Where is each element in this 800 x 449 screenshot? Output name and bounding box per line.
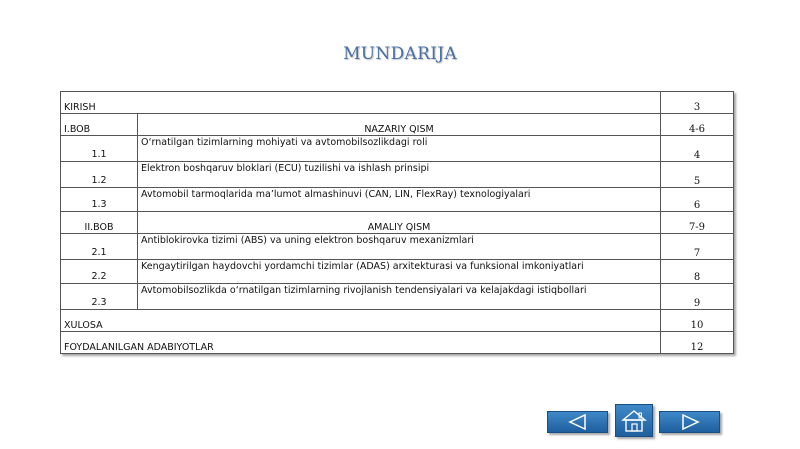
toc-row-adabiyotlar (61, 332, 734, 354)
toc-page-number: 3 (661, 92, 734, 114)
toc-item-title[interactable]: Avtomobilsozlikda o‘rnatilgan tizimlarning rivojlanish tendensiyalari va kelajakdagi istiqbollari (138, 284, 661, 310)
toc-page-number: 8 (661, 260, 734, 284)
prev-button[interactable] (547, 411, 608, 433)
toc-item-number: 1.1 (61, 136, 138, 162)
home-icon (621, 409, 647, 433)
toc-chapter-heading[interactable]: AMALIY QISM (138, 212, 661, 234)
toc-chapter-heading[interactable]: NAZARIY QISM (138, 114, 661, 136)
triangle-right-icon (679, 414, 701, 430)
toc-page-number: 9 (661, 284, 734, 310)
toc-row-bob-1 (61, 114, 734, 136)
toc-row-1-1 (61, 136, 734, 162)
toc-item-number: 2.2 (61, 260, 138, 284)
table-of-contents (60, 91, 734, 354)
toc-item-number: 2.3 (61, 284, 138, 310)
toc-page-number: 4-6 (661, 114, 734, 136)
toc-chapter-label[interactable]: I.BOB (61, 114, 138, 136)
toc-chapter-label[interactable]: II.BOB (61, 212, 138, 234)
toc-row-bob-2 (61, 212, 734, 234)
toc-item-title[interactable]: O‘rnatilgan tizimlarning mohiyati va avtomobilsozlikdagi roli (138, 136, 661, 162)
toc-item-number: 1.2 (61, 162, 138, 188)
toc-section-label[interactable]: XULOSA (61, 310, 661, 332)
page-title: MUNDARIJA (343, 44, 457, 64)
toc-row-xulosa (61, 310, 734, 332)
toc-row-2-3 (61, 284, 734, 310)
toc-item-title[interactable]: Kengaytirilgan haydovchi yordamchi tizimlar (ADAS) arxitekturasi va funksional imkoniyatlari (138, 260, 661, 284)
next-button[interactable] (659, 411, 720, 433)
home-button[interactable] (615, 404, 653, 437)
toc-page-number: 4 (661, 136, 734, 162)
toc-item-title[interactable]: Elektron boshqaruv bloklari (ECU) tuzilishi va ishlash prinsipi (138, 162, 661, 188)
toc-page-number: 10 (661, 310, 734, 332)
toc-item-number: 1.3 (61, 188, 138, 212)
toc-row-1-3 (61, 188, 734, 212)
toc-row-kirish (61, 92, 734, 114)
toc-row-2-2 (61, 260, 734, 284)
toc-page-number: 6 (661, 188, 734, 212)
toc-item-number: 2.1 (61, 234, 138, 260)
triangle-left-icon (567, 414, 589, 430)
toc-row-2-1 (61, 234, 734, 260)
toc-section-label[interactable]: KIRISH (61, 92, 661, 114)
toc-row-1-2 (61, 162, 734, 188)
toc-item-title[interactable]: Antiblokirovka tizimi (ABS) va uning elektron boshqaruv mexanizmlari (138, 234, 661, 260)
toc-page-number: 7 (661, 234, 734, 260)
toc-section-label[interactable]: FOYDALANILGAN ADABIYOTLAR (61, 332, 661, 354)
toc-page-number: 7-9 (661, 212, 734, 234)
toc-page-number: 5 (661, 162, 734, 188)
toc-item-title[interactable]: Avtomobil tarmoqlarida ma’lumot almashinuvi (CAN, LIN, FlexRay) texnologiyalari (138, 188, 661, 212)
toc-page-number: 12 (661, 332, 734, 354)
